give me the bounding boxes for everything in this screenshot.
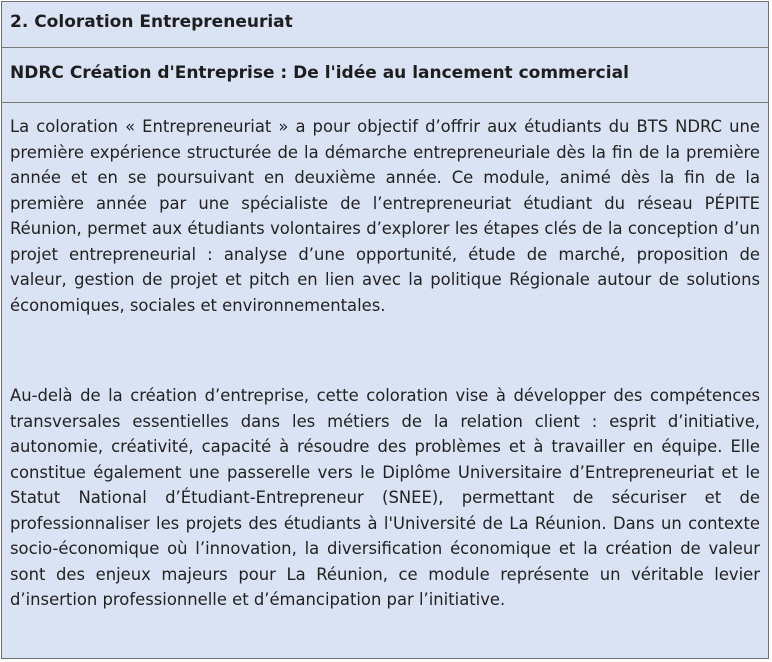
paragraph: Au-delà de la création d’entreprise, cette coloration vise à développer des compétences transversales essentielles dans les métiers de la relation client : esprit d’initiative, autonomie, créativité, capacité à résoudre des problèmes et à travailler en équipe. Elle constitue également une passerelle vers le Diplôme Universitaire d’Entrepreneuriat et le Statut National d’Étudiant-Entrepreneur (SNEE), permettant de sécuriser et de professionnaliser les projets des étudiants à l'Université de La Réunion. Dans un contexte socio-économique où l’innovation, la diversification économique et la création de valeur sont des enjeux majeurs pour La Réunion, ce module représente un véritable levier d’insertion professionnelle et d’émancipation par l’initiative. (10, 386, 760, 609)
paragraph: La coloration « Entrepreneuriat » a pour objectif d’offrir aux étudiants du BTS NDRC une première expérience structurée de la démarche entrepreneuriale dès la fin de la première année et en se poursuivant en deuxième année. Ce module, animé dès la fin de la première année par une spécialiste de l’entrepreneuriat étudiant du réseau PÉPITE Réunion, permet aux étudiants volontaires d’explorer les étapes clés de la conception d’un projet entrepreneurial : analyse d’une opportunité, étude de marché, proposition de valeur, gestion de projet et pitch en lien avec la politique Régionale autour de solutions économiques, sociales et environnementales. (10, 117, 760, 315)
section-title: 2. Coloration Entrepreneuriat (10, 12, 293, 32)
content-box (1, 1, 769, 659)
divider (2, 102, 768, 103)
section-subtitle: NDRC Création d'Entreprise : De l'idée au lancement commercial (10, 63, 629, 83)
divider (2, 47, 768, 48)
